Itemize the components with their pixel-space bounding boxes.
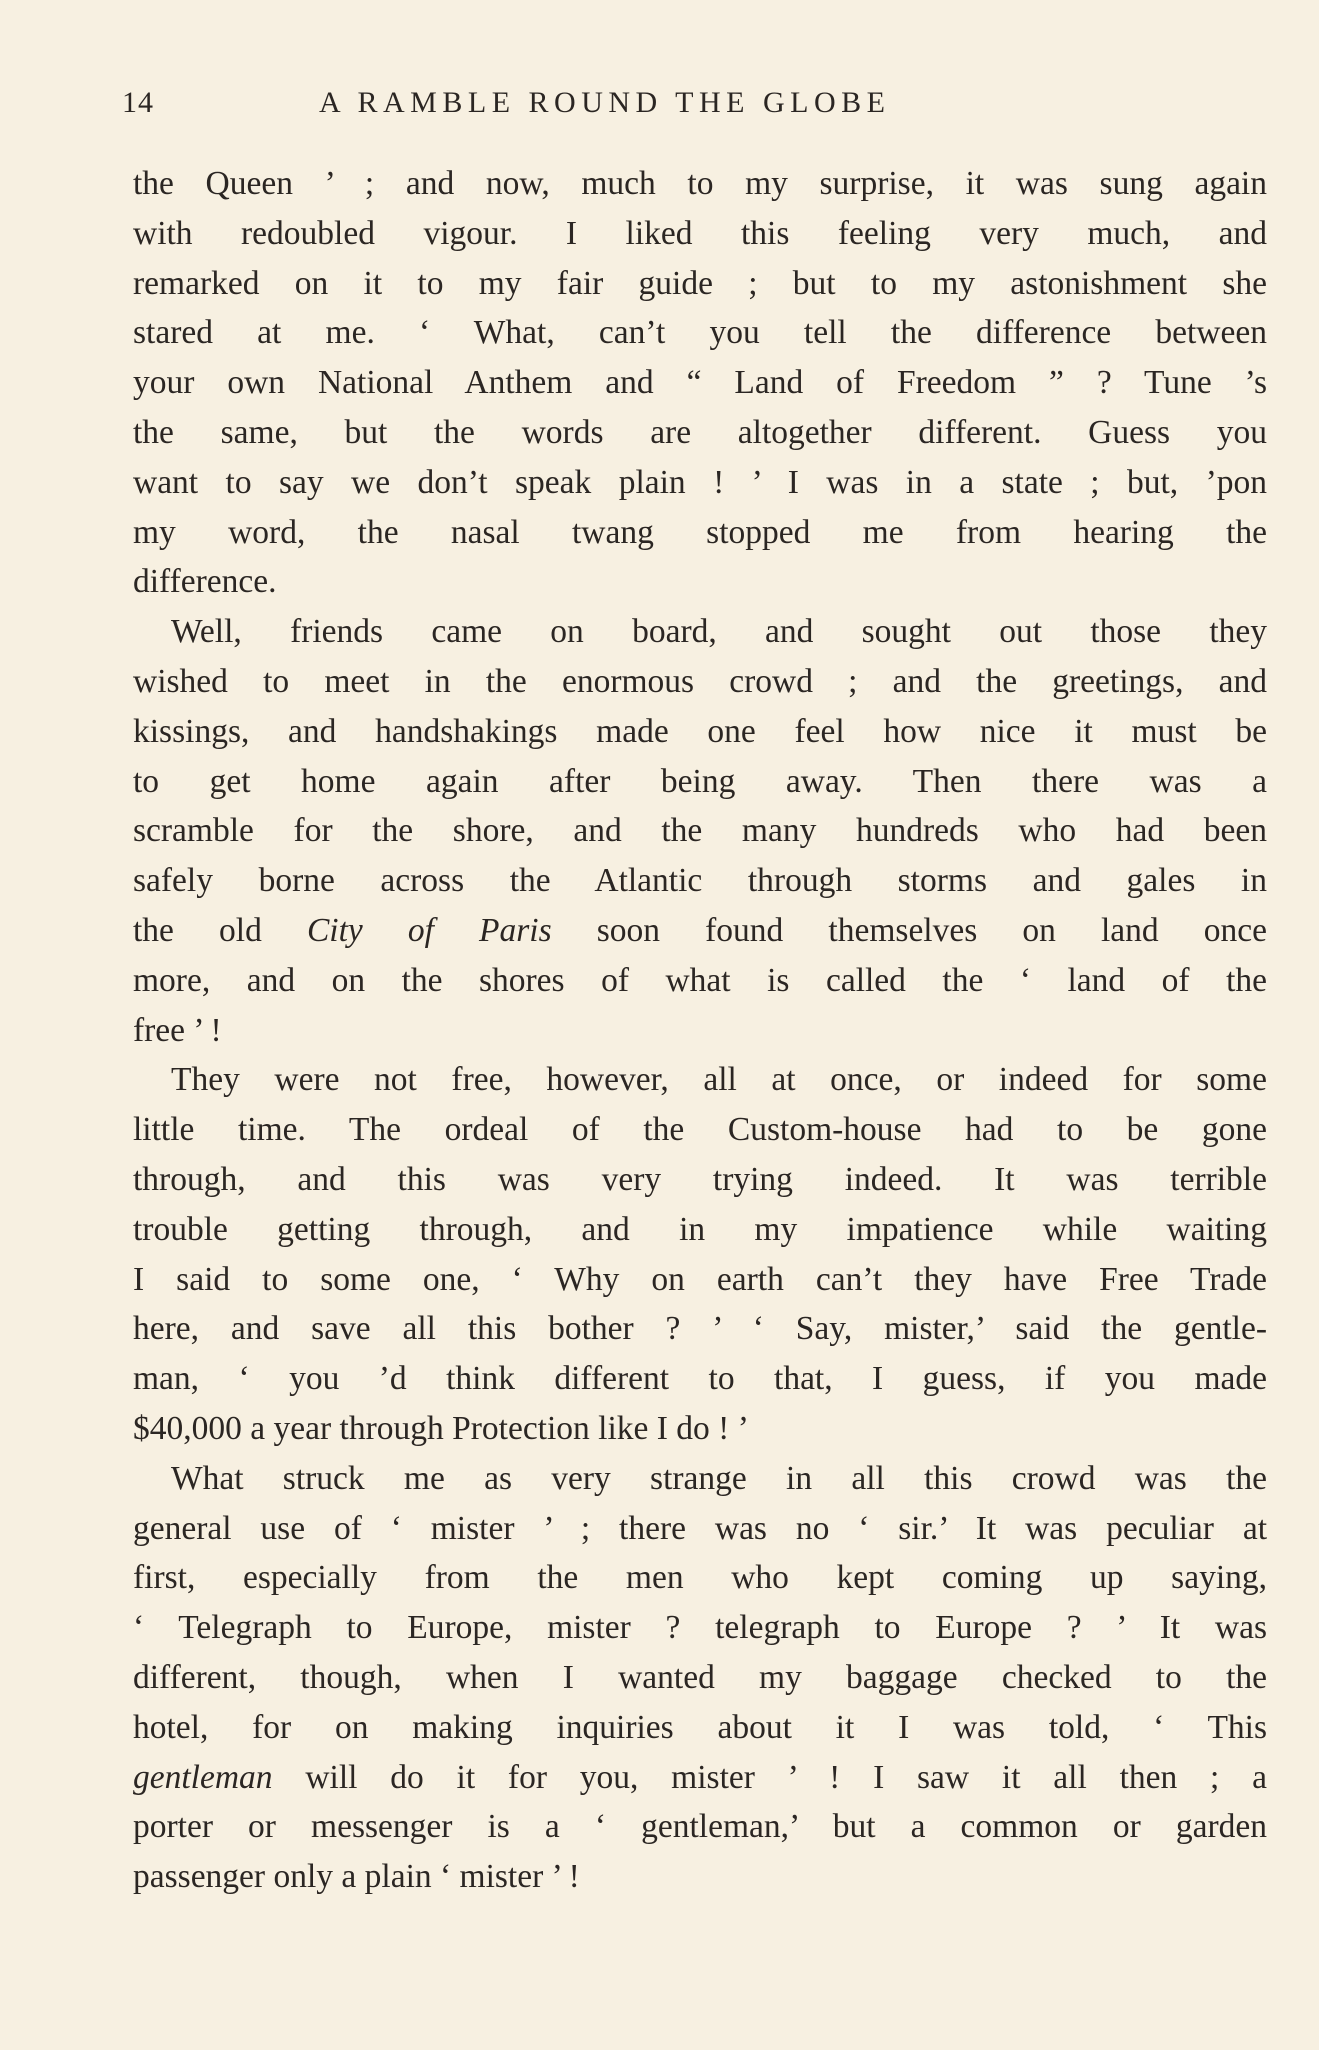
text-line: different, though, when I wanted my baggage checked to the — [133, 1658, 1267, 1696]
text-line: trouble getting through, and in my impatience while waiting — [133, 1210, 1267, 1248]
text-line: general use of ‘ mister ’ ; there was no ‘ sir.’ It was peculiar at — [133, 1509, 1267, 1547]
text-line: I said to some one, ‘ Why on earth can’t they have Free Trade — [133, 1260, 1267, 1298]
text-line: first, especially from the men who kept coming up saying, — [133, 1559, 1267, 1597]
text-line-gentleman: gentleman will do it for you, mister ’ ! I saw it all then ; a — [133, 1758, 1267, 1796]
text-line: hotel, for on making inquiries about it I was told, ‘ This — [133, 1708, 1267, 1746]
text-line: Well, friends came on board, and sought out those they — [171, 613, 1267, 651]
text-line: stared at me. ‘ What, can’t you tell the difference between — [133, 314, 1267, 352]
text-line: man, ‘ you ’d think different to that, I guess, if you made — [133, 1360, 1267, 1398]
text-line: $40,000 a year through Protection like I do ! ’ — [133, 1409, 749, 1447]
text-line: here, and save all this bother ? ’ ‘ Say, mister,’ said the gentle- — [133, 1310, 1267, 1348]
italic-phrase: City of Paris — [306, 911, 552, 949]
text-line: little time. The ordeal of the Custom-house had to be gone — [133, 1111, 1267, 1149]
text-line: wished to meet in the enormous crowd ; and the greetings, and — [133, 662, 1267, 700]
text-line: the Queen ’ ; and now, much to my surprise, it was sung again — [133, 165, 1267, 202]
text-line: free ’ ! — [133, 1011, 222, 1049]
text-line: want to say we don’t speak plain ! ’ I was in a state ; but, ’pon — [133, 463, 1267, 501]
text-line: to get home again after being away. Then there was a — [133, 762, 1267, 800]
running-title: A RAMBLE ROUND THE GLOBE — [319, 86, 891, 119]
text-line: remarked on it to my fair guide ; but to my astonishment she — [133, 264, 1267, 302]
text-line: passenger only a plain ‘ mister ’ ! — [133, 1858, 580, 1896]
text-line: scramble for the shore, and the many hundreds who had been — [133, 812, 1267, 850]
text-line: What struck me as very strange in all this crowd was the — [171, 1459, 1267, 1497]
text-line: porter or messenger is a ‘ gentleman,’ but a common or garden — [133, 1808, 1267, 1846]
text-line: my word, the nasal twang stopped me from hearing the — [133, 513, 1267, 551]
text-line: kissings, and handshakings made one feel how nice it must be — [133, 712, 1267, 750]
body-text — [133, 159, 1267, 1902]
text-line: ‘ Telegraph to Europe, mister ? telegraph to Europe ? ’ It was — [133, 1609, 1267, 1647]
page-number: 14 — [122, 86, 154, 119]
italic-phrase: gentleman — [133, 1758, 273, 1796]
text-line: with redoubled vigour. I liked this feeling very much, and — [133, 214, 1267, 252]
page-header — [122, 86, 1262, 136]
text-line: your own National Anthem and “ Land of Freedom ” ? Tune ’s — [133, 364, 1267, 402]
text-line: difference. — [133, 563, 277, 601]
text-line-city-of-paris: the old City of Paris soon found themselves on land once — [133, 911, 1268, 949]
text-line: safely borne across the Atlantic through storms and gales in — [133, 862, 1267, 900]
text-line: through, and this was very trying indeed. It was terrible — [133, 1160, 1267, 1198]
text-line: They were not free, however, all at once, or indeed for some — [171, 1061, 1267, 1099]
text-line: more, and on the shores of what is called the ‘ land of the — [133, 961, 1267, 999]
text-line: the same, but the words are altogether different. Guess you — [133, 413, 1267, 451]
